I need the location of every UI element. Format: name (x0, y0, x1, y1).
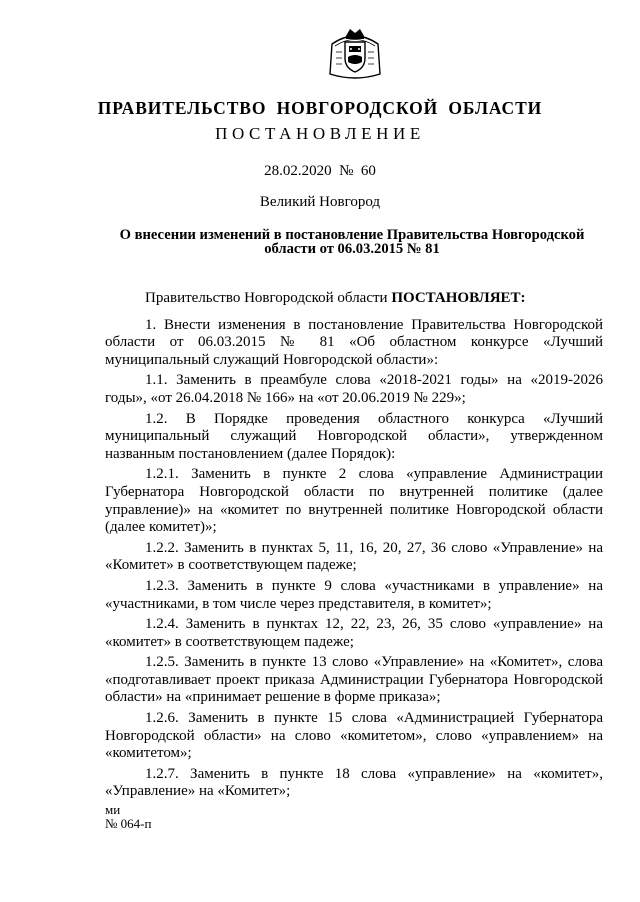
paragraph-1-2-5: 1.2.5. Заменить в пункте 13 слово «Управление» на «Комитет», слова «подготавливает проект приказа Администрации Губернатора Новгородской области» на «принимает решение в форме приказа»; (105, 654, 603, 706)
organization-title: ПРАВИТЕЛЬСТВО НОВГОРОДСКОЙ ОБЛАСТИ (97, 98, 543, 118)
city-name: Великий Новгород (259, 194, 381, 210)
paragraph-1-1: 1.1. Заменить в преамбуле слова «2018-2021 годы» на «2019-2026 годы», «от 26.04.2018 № 166» на «от 20.06.2019 № 229»; (105, 372, 603, 406)
document-title (110, 228, 594, 256)
document-date: 28.02.2020 (264, 163, 332, 179)
number-sign: № (339, 163, 354, 179)
footer-note (105, 803, 151, 831)
date-number-line (0, 163, 640, 180)
paragraph-1-2-6: 1.2.6. Заменить в пункте 15 слова «Администрацией Губернатора Новгородской области» на слово «комитетом», слово «управлением» на «комитетом»; (105, 710, 603, 762)
paragraph-1-2-1: 1.2.1. Заменить в пункте 2 слова «управление Администрации Губернатора Новгородской области по внутренней политике (далее управление)» на «комитет по внутренней политике Новгородской области (далее комитет)»; (105, 466, 603, 536)
paragraph-1-2: 1.2. В Порядке проведения областного конкурса «Лучший муниципальный служащий Новгородской области», утвержденном названным постановлением (далее Порядок): (105, 410, 603, 462)
paragraph-1: 1. Внести изменения в постановление Правительства Новгородской области от 06.03.2015 № 81 «Об областном конкурсе «Лучший муниципальный служащий Новгородской области»: (105, 316, 603, 368)
document-type: ПОСТАНОВЛЕНИЕ (215, 124, 425, 143)
footer-initials: ми (105, 802, 121, 817)
document-body (105, 290, 603, 804)
paragraph-1-2-7: 1.2.7. Заменить в пункте 18 слова «управление» на «комитет», «Управление» на «Комитет»; (105, 765, 603, 800)
paragraph-1-2-4: 1.2.4. Заменить в пунктах 12, 22, 23, 26, 35 слово «управление» на «комитет» в соответствующем падеже; (105, 616, 603, 650)
footer-code: № 064-п (105, 816, 152, 831)
preamble-emphasis: ПОСТАНОВЛЯЕТ: (391, 290, 526, 306)
coat-of-arms-icon (326, 24, 384, 82)
paragraph-1-2-3: 1.2.3. Заменить в пункте 9 слова «участниками в управление» на «участниками, в том числе через представителя, в комитет»; (105, 577, 603, 612)
preamble-text: Правительство Новгородской области (145, 290, 392, 306)
title-line-1: О внесении изменений в постановление Правительства Новгородской (119, 227, 585, 243)
preamble (105, 290, 603, 308)
paragraph-1-2-2: 1.2.2. Заменить в пунктах 5, 11, 16, 20, 27, 36 слово «Управление» на «Комитет» в соответствующем падеже; (105, 539, 603, 574)
document-number: 60 (360, 163, 376, 179)
title-line-2: области от 06.03.2015 № 81 (264, 241, 440, 257)
